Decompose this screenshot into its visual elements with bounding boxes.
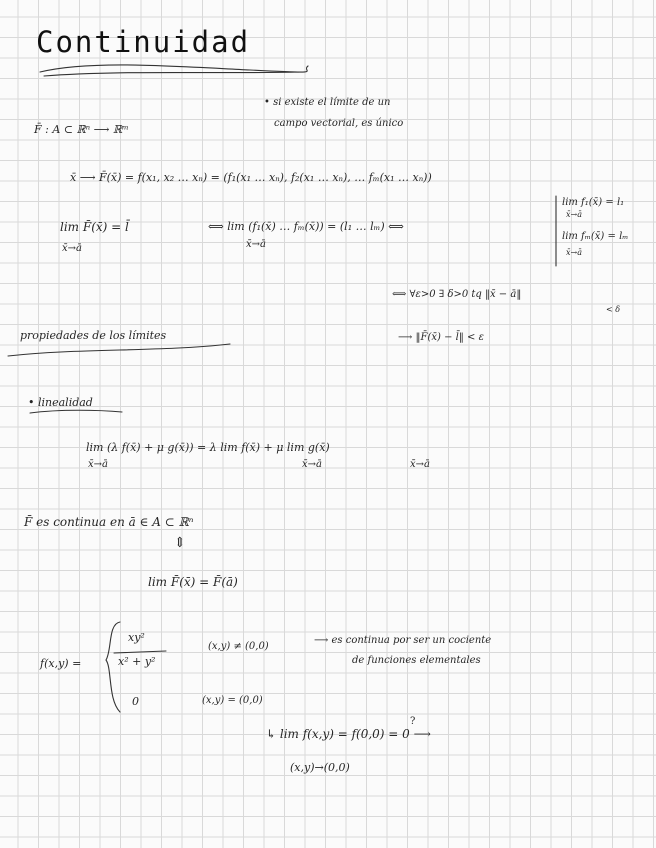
linearity-formula: lim (λ f(x̄) + μ g(x̄)) = λ lim f(x̄) + μ lim g(x̄)	[86, 441, 330, 454]
piecewise-lhs: f(x,y) =	[40, 657, 82, 670]
piecewise-note-2: de funciones elementales	[352, 655, 481, 666]
page-title: Continuidad	[36, 25, 251, 59]
fraction-bar	[114, 651, 166, 653]
piecewise-zero: 0	[132, 695, 139, 708]
final-limit: ↳ lim f(x,y) = f(0,0) = 0 ⟶	[266, 727, 431, 741]
limit-definition-lhs: lim F̄(x̄) = l̄	[60, 220, 129, 234]
vector-definition: x̄ ⟶ F̄(x̄) = f(x₁, x₂ … xₙ) = (f₁(x₁ … xₙ), f₂(x₁ … xₙ), … fₘ(x₁ … xₙ))	[70, 171, 432, 184]
epsilon-delta-sub: < δ	[606, 305, 621, 314]
limit-definition-mid: ⟺ lim (f₁(x̄) … fₘ(x̄)) = (l₁ … lₘ) ⟺	[208, 220, 404, 233]
piecewise-numerator: xy²	[128, 631, 145, 644]
note-line-2: campo vectorial, es único	[274, 118, 404, 129]
linearity-underline	[30, 410, 122, 413]
linearity-sub-1: x̄→ā	[88, 459, 108, 470]
continuity-definition: F̄ es continua en ā ∈ A ⊂ ℝⁿ	[24, 515, 194, 529]
equivalence-arrow: ⇕	[174, 535, 186, 551]
note-line-1: • si existe el límite de un	[264, 97, 391, 108]
piecewise-condition-2: (x,y) = (0,0)	[202, 695, 263, 706]
section-heading: propiedades de los límites	[20, 329, 167, 342]
linearity-sub-2: x̄→ā	[302, 459, 322, 470]
brace-line-2: lim fₘ(x̄) = lₘ	[562, 231, 629, 242]
brace-sub-1: x̄→ā	[566, 210, 582, 219]
piecewise-denominator: x² + y²	[118, 655, 156, 668]
brace-line-1: lim f₁(x̄) = l₁	[562, 197, 625, 208]
brace-sub-2: x̄→ā	[566, 248, 582, 257]
epsilon-delta-line: ⟺ ∀ε>0 ∃ δ>0 tq ‖x̄ − ā‖	[392, 289, 522, 300]
final-limit-sub: (x,y)→(0,0)	[290, 761, 350, 774]
section-underline	[8, 344, 230, 356]
piecewise-condition-1: (x,y) ≠ (0,0)	[208, 641, 269, 652]
title-underline	[40, 65, 308, 72]
continuity-limit: lim F̄(x̄) = F̄(ā)	[148, 575, 238, 589]
linearity-heading: • linealidad	[28, 396, 93, 409]
linearity-sub-3: x̄→ā	[410, 459, 430, 470]
final-question-mark: ?	[410, 716, 416, 727]
epsilon-delta-line-2: ⟶ ‖F̄(x̄) − l̄‖ < ε	[398, 332, 484, 343]
limit-definition-mid-sub: x̄→ā	[246, 239, 266, 250]
limit-definition-sub: x̄→ā	[62, 243, 82, 254]
title-underline-2	[44, 72, 300, 76]
map-definition: F̄ : A ⊂ ℝⁿ ⟶ ℝᵐ	[34, 123, 129, 136]
piecewise-note-1: ⟶ es continua por ser un cociente	[314, 635, 492, 646]
